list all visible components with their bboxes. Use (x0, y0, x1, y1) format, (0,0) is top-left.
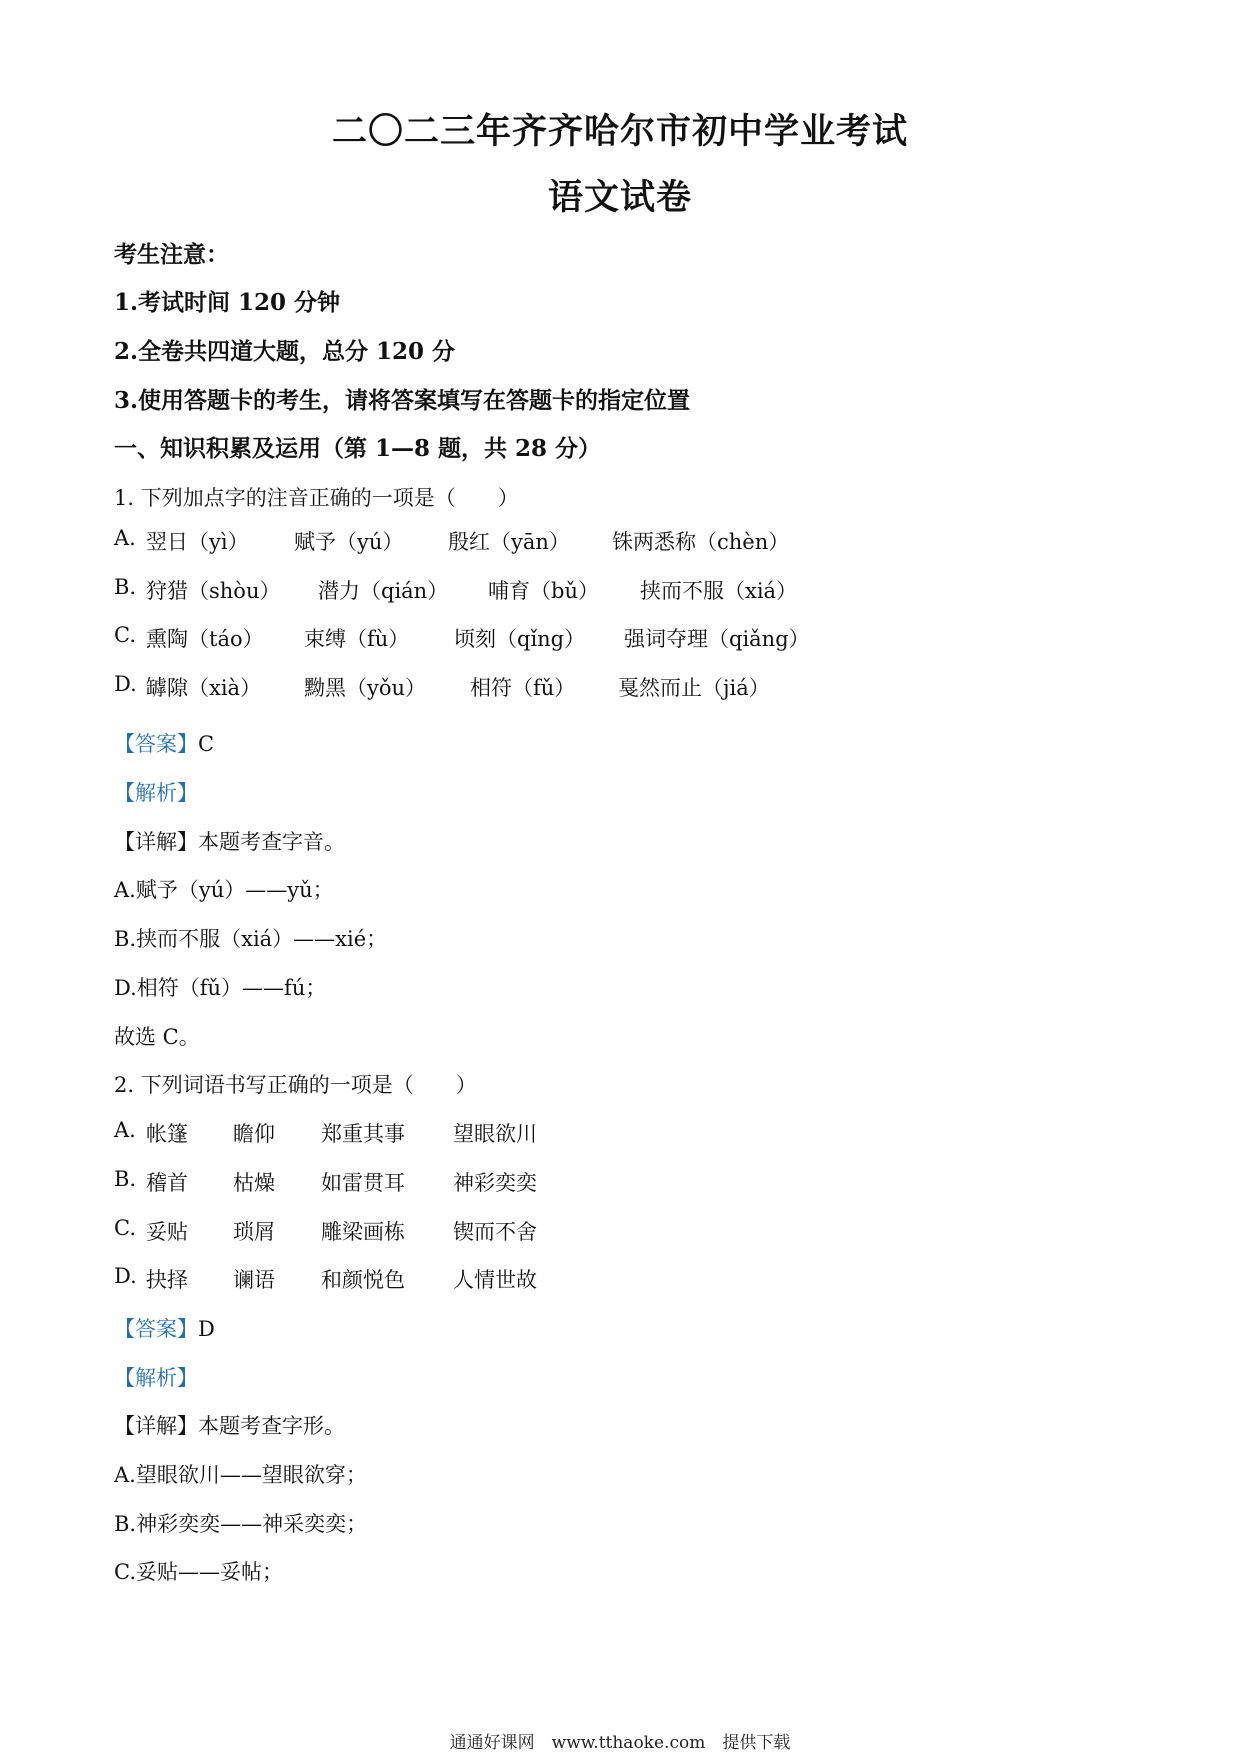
option-letter: A. (114, 1118, 136, 1142)
option-item: 帐篷 (146, 1122, 188, 1146)
notice-heading: 考生注意： (114, 241, 229, 268)
answer-value: D (198, 1317, 215, 1341)
page-footer: 通通好课网 www.tthaoke.com 提供下载 (449, 1733, 791, 1753)
explanation-line: C.妥贴——妥帖； (114, 1560, 283, 1584)
option-item: 相符（fǔ） (470, 676, 576, 700)
option-item: 锲而不舍 (453, 1220, 537, 1244)
option-item: 枯燥 (233, 1171, 275, 1195)
option-item: 人情世故 (453, 1268, 537, 1292)
option-item: 戛然而止（jiá） (618, 676, 770, 700)
option-letter: C. (114, 1216, 136, 1240)
option-item: 谰语 (233, 1268, 275, 1292)
option-letter: B. (114, 1167, 137, 1191)
option-item: 顷刻（qǐng） (454, 627, 586, 651)
option-letter: D. (114, 1264, 137, 1288)
option-item: 抉择 (146, 1268, 188, 1292)
answer-line (114, 728, 214, 758)
option-item: 瞻仰 (233, 1122, 275, 1146)
answer-label: 【答案】 (114, 1317, 198, 1341)
option-letter: A. (114, 526, 136, 550)
notice-item: 2.全卷共四道大题，总分 120 分 (114, 338, 456, 365)
option-item: 狩猎（shòu） (146, 579, 281, 603)
option-item: 束缚（fù） (304, 627, 410, 651)
explanation-line: A.赋予（yú）——yǔ； (114, 878, 334, 902)
option-item: 雕梁画栋 (321, 1220, 405, 1244)
option-item: 琐屑 (233, 1220, 275, 1244)
answer-value: C (198, 732, 215, 756)
option-letter: B. (114, 575, 137, 599)
option-item: 如雷贯耳 (321, 1171, 405, 1195)
option-item: 神彩奕奕 (453, 1171, 537, 1195)
option-item: 殷红（yān） (448, 530, 570, 554)
explanation-line: B.挟而不服（xiá）——xié； (114, 927, 388, 951)
option-letter: D. (114, 672, 137, 696)
detail-line: 【详解】本题考查字音。 (114, 830, 345, 854)
answer-line (114, 1313, 215, 1343)
answer-label: 【答案】 (114, 732, 198, 756)
option-letter: C. (114, 623, 136, 647)
page-title: 二〇二三年齐齐哈尔市初中学业考试 (331, 111, 908, 152)
notice-item: 1.考试时间 120 分钟 (114, 289, 341, 316)
explanation-line: B.神彩奕奕——神采奕奕； (114, 1512, 368, 1536)
question-stem: 1. 下列加点字的注音正确的一项是（ ） (114, 486, 519, 510)
option-item: 妥贴 (146, 1220, 188, 1244)
analysis-label: 【解析】 (114, 781, 198, 805)
explanation-line: A.望眼欲川——望眼欲穿； (114, 1463, 367, 1487)
option-item: 潜力（qián） (318, 579, 449, 603)
section-heading: 一、知识积累及运用（第 1—8 题，共 28 分） (114, 435, 602, 462)
option-item: 罅隙（xià） (146, 676, 262, 700)
detail-line: 【详解】本题考查字形。 (114, 1414, 345, 1438)
question-stem: 2. 下列词语书写正确的一项是（ ） (114, 1073, 477, 1097)
option-item: 稽首 (146, 1171, 188, 1195)
option-item: 熏陶（táo） (146, 627, 264, 651)
option-item: 铢两悉称（chèn） (612, 530, 790, 554)
option-item: 和颜悦色 (321, 1268, 405, 1292)
explanation-line: D.相符（fǔ）——fú； (114, 976, 327, 1000)
option-item: 挟而不服（xiá） (640, 579, 798, 603)
option-item: 哺育（bǔ） (488, 579, 599, 603)
option-item: 黝黑（yǒu） (304, 676, 427, 700)
conclusion-line: 故选 C。 (114, 1025, 200, 1049)
analysis-label: 【解析】 (114, 1366, 198, 1390)
page-subtitle: 语文试卷 (547, 177, 692, 218)
option-item: 翌日（yì） (146, 530, 249, 554)
option-item: 望眼欲川 (453, 1122, 537, 1146)
notice-item: 3.使用答题卡的考生，请将答案填写在答题卡的指定位置 (114, 387, 691, 414)
option-item: 郑重其事 (321, 1122, 405, 1146)
option-item: 赋予（yú） (294, 530, 404, 554)
option-item: 强词夺理（qiǎng） (624, 627, 810, 651)
